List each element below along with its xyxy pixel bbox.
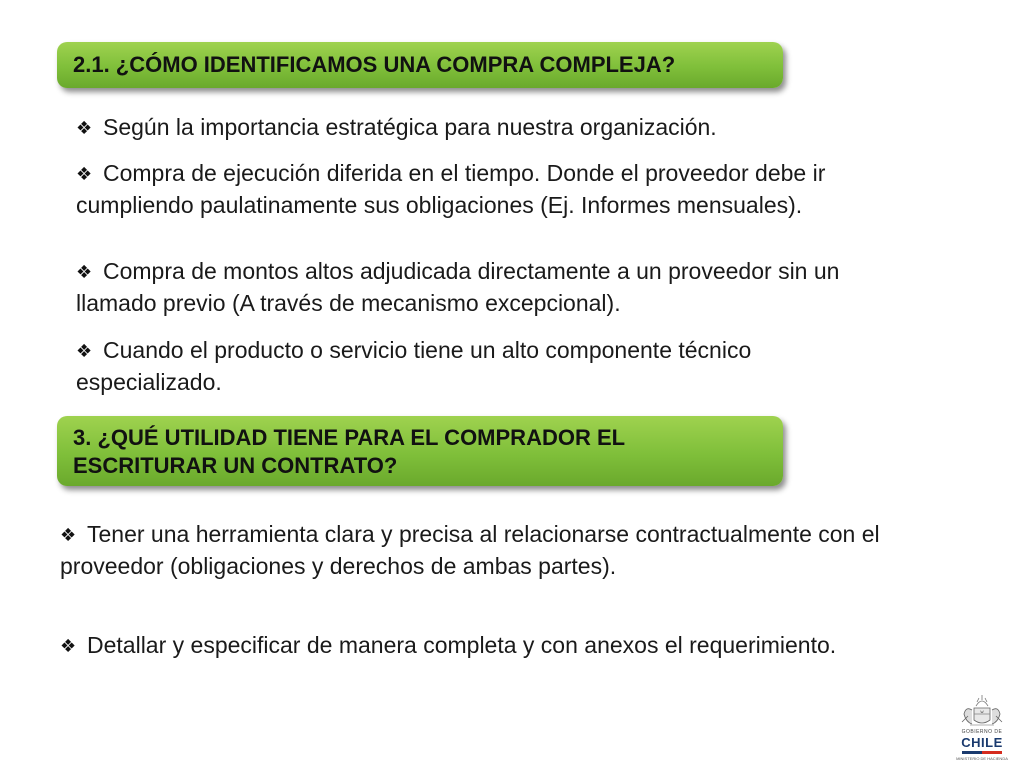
section-heading-utilidad-contrato <box>57 416 783 486</box>
section-heading-compra-compleja <box>57 42 783 88</box>
bullet-text: Tener una herramienta clara y precisa al relacionarse contractualmente con el proveedor (obligaciones y derechos de ambas partes). <box>60 521 880 579</box>
heading-text-line1: 3. ¿QUÉ UTILIDAD TIENE PARA EL COMPRADOR EL <box>73 425 626 450</box>
bullet-text: Detallar y especificar de manera completa y con anexos el requerimiento. <box>87 632 837 658</box>
logo-chile-label: CHILE <box>961 735 1003 750</box>
bullet-item <box>60 630 960 662</box>
diamond-bullet-icon: ❖ <box>76 341 93 362</box>
bullet-text: Compra de ejecución diferida en el tiempo. Donde el proveedor debe ir cumpliendo paulatinamente sus obligaciones (Ej. Informes mensuales). <box>76 160 826 218</box>
diamond-bullet-icon: ❖ <box>76 164 93 185</box>
bullet-text: Cuando el producto o servicio tiene un alto componente técnico especializado. <box>76 337 752 395</box>
heading-text-line2: ESCRITURAR UN CONTRATO? <box>73 453 398 478</box>
bullet-item <box>76 158 846 221</box>
logo-gobierno-de-label: GOBIERNO DE <box>961 729 1003 735</box>
diamond-bullet-icon: ❖ <box>60 525 77 546</box>
bullet-item <box>76 256 906 319</box>
logo-ministerio-label: MINISTERIO DE HACIENDA <box>956 756 1008 761</box>
bullet-item <box>60 519 960 582</box>
diamond-bullet-icon: ❖ <box>76 118 93 139</box>
bullet-text: Según la importancia estratégica para nuestra organización. <box>103 114 717 140</box>
bullet-text: Compra de montos altos adjudicada directamente a un proveedor sin un llamado previo (A través de mecanismo excepcional). <box>76 258 840 316</box>
bullet-item <box>76 112 836 144</box>
logo-flag-stripe <box>962 751 1002 754</box>
coat-of-arms-icon <box>962 695 1002 725</box>
diamond-bullet-icon: ❖ <box>76 262 93 283</box>
heading-text: 2.1. ¿CÓMO IDENTIFICAMOS UNA COMPRA COMPLEJA? <box>73 52 676 77</box>
diamond-bullet-icon: ❖ <box>60 636 77 657</box>
bullet-item <box>76 335 866 398</box>
